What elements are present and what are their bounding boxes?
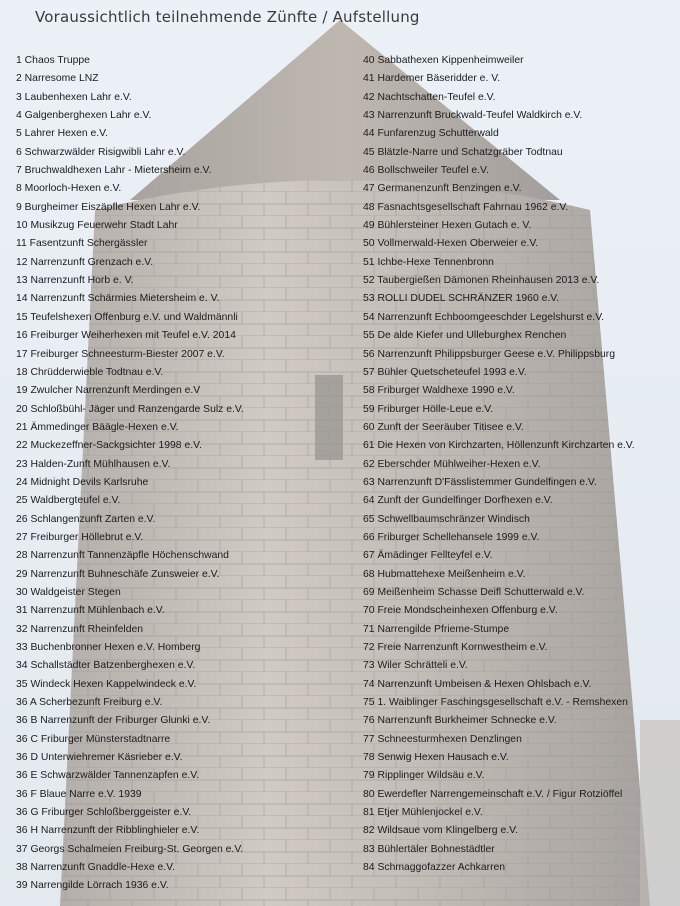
guild-list-item: 20 Schloßbühl- Jäger und Ranzengarde Sulz e.V. <box>16 403 244 415</box>
guild-list-item: 75 1. Waiblinger Faschingsgesellschaft e.V. - Remshexen <box>363 697 628 709</box>
guild-list-item: 83 Bühlertäler Bohnestädtler <box>363 843 495 855</box>
guild-list-item: 1 Chaos Truppe <box>16 55 90 66</box>
guild-list-item: 4 Galgenberghexen Lahr e.V. <box>16 110 152 122</box>
guild-list-item: 44 Funfarenzug Schutterwald <box>363 128 499 140</box>
guild-list-item: 11 Fasentzunft Schergässler <box>16 238 148 250</box>
guild-list-item: 17 Freiburger Schneesturm-Biester 2007 e.V. <box>16 348 225 360</box>
guild-list-item: 26 Schlangenzunft Zarten e.V. <box>16 513 156 525</box>
guild-list-item: 23 Halden-Zunft Mühlhausen e.V. <box>16 458 171 470</box>
guild-list-item: 78 Senwig Hexen Hausach e.V. <box>363 752 509 764</box>
guild-list-item: 43 Narrenzunft Bruckwald-Teufel Waldkirch e.V. <box>363 110 583 122</box>
guild-list-item: 39 Narrengilde Lörrach 1936 e.V. <box>16 880 169 892</box>
guild-list-item: 45 Blätzle-Narre und Schatzgräber Todtnau <box>363 146 563 158</box>
guild-list-item: 74 Narrenzunft Umbeisen & Hexen Ohlsbach e.V. <box>363 678 592 690</box>
guild-list-item: 69 Meißenheim Schasse Deifl Schutterwald e.V. <box>363 586 585 598</box>
guild-list-item: 18 Chrüdderwieble Todtnau e.V. <box>16 366 164 378</box>
guild-list-item: 59 Friburger Hölle-Leue e.V. <box>363 403 494 415</box>
guild-list-item: 67 Ämädinger Fellteyfel e.V. <box>363 550 493 562</box>
guild-list-item: 34 Schallstädter Batzenberghexen e.V. <box>16 660 196 672</box>
guild-list-right <box>363 52 678 877</box>
guild-list-item: 63 Narrenzunft D'Fässlistemmer Gundelfingen e.V. <box>363 476 597 488</box>
guild-list-item: 58 Friburger Waldhexe 1990 e.V. <box>363 385 515 397</box>
guild-list-left <box>16 52 356 896</box>
guild-list-item: 71 Narrengilde Pfrieme-Stumpe <box>363 623 510 635</box>
guild-list-item: 82 Wildsaue vom Klingelberg e.V. <box>363 825 518 837</box>
guild-list-item: 65 Schwellbaumschränzer Windisch <box>363 513 530 525</box>
guild-list-item: 54 Narrenzunft Echboomgeeschder Legelshurst e.V. <box>363 311 605 323</box>
guild-list-item: 68 Hubmattehexe Meißenheim e.V. <box>363 568 526 580</box>
guild-list-item: 47 Germanenzunft Benzingen e.V. <box>363 183 522 195</box>
guild-list-item: 32 Narrenzunft Rheinfelden <box>16 623 144 635</box>
guild-list-item: 33 Buchenbronner Hexen e.V. Homberg <box>16 642 201 653</box>
guild-list-item: 15 Teufelshexen Offenburg e.V. und Waldmännli <box>16 311 238 323</box>
guild-list-item: 2 Narresome LNZ <box>16 73 99 85</box>
guild-list-item: 55 De alde Kiefer und Ulleburghex Renchen <box>363 330 567 342</box>
guild-list-item: 36 B Narrenzunft der Friburger Glunki e.V. <box>16 715 211 727</box>
guild-list-item: 80 Ewerdefler Narrengemeinschaft e.V. / Figur Rotziöffel <box>363 788 623 800</box>
guild-list-item: 13 Narrenzunft Horb e. V. <box>16 275 134 287</box>
guild-list-item: 19 Zwulcher Narrenzunft Merdingen e.V <box>16 385 201 397</box>
guild-list-item: 49 Bühlersteiner Hexen Gutach e. V. <box>363 220 532 232</box>
guild-list-item: 8 Moorloch-Hexen e.V. <box>16 183 122 195</box>
guild-list-item: 36 H Narrenzunft der Ribblinghieler e.V. <box>16 825 200 837</box>
guild-list-item: 56 Narrenzunft Philippsburger Geese e.V. Philippsburg <box>363 348 616 360</box>
guild-list-item: 84 Schmaggofazzer Achkarren <box>363 862 506 874</box>
guild-list-item: 25 Waldbergteufel e.V. <box>16 495 121 507</box>
guild-list-item: 76 Narrenzunft Burkheimer Schnecke e.V. <box>363 715 557 727</box>
guild-list-item: 64 Zunft der Gundelfinger Dorfhexen e.V. <box>363 495 553 507</box>
guild-list-item: 28 Narrenzunft Tannenzäpfle Höchenschwand <box>16 550 229 562</box>
guild-list-item: 21 Ämmedinger Bäägle-Hexen e.V. <box>16 421 179 433</box>
guild-list-item: 61 Die Hexen von Kirchzarten, Höllenzunft Kirchzarten e.V. <box>363 440 635 452</box>
guild-list-item: 6 Schwarzwälder Risigwibli Lahr e.V. <box>16 146 186 158</box>
guild-list-item: 14 Narrenzunft Schärmies Mietersheim e. V. <box>16 293 220 305</box>
guild-list-item: 30 Waldgeister Stegen <box>16 586 121 598</box>
guild-list-item: 16 Freiburger Weiherhexen mit Teufel e.V. 2014 <box>16 330 236 342</box>
guild-list-item: 57 Bühler Quetscheteufel 1993 e.V. <box>363 366 527 378</box>
guild-list-item: 3 Laubenhexen Lahr e.V. <box>16 91 132 103</box>
guild-list-item: 72 Freie Narrenzunft Kornwestheim e.V. <box>363 642 548 653</box>
guild-list-item: 53 ROLLI DUDEL SCHRÄNZER 1960 e.V. <box>363 293 560 305</box>
guild-list-item: 70 Freie Mondscheinhexen Offenburg e.V. <box>363 605 558 617</box>
guild-list-item: 77 Schneesturmhexen Denzlingen <box>363 733 522 745</box>
guild-list-item: 5 Lahrer Hexen e.V. <box>16 128 109 140</box>
page-title: Voraussichtlich teilnehmende Zünfte / Aufstellung <box>35 8 420 26</box>
guild-list-item: 50 Vollmerwald-Hexen Oberweier e.V. <box>363 238 539 250</box>
guild-list-item: 31 Narrenzunft Mühlenbach e.V. <box>16 605 165 617</box>
guild-list-item: 22 Muckezeffner-Sackgsichter 1998 e.V. <box>16 440 202 452</box>
guild-list-item: 10 Musikzug Feuerwehr Stadt Lahr <box>16 220 178 232</box>
guild-list-item: 35 Windeck Hexen Kappelwindeck e.V. <box>16 678 197 690</box>
guild-list-item: 24 Midnight Devils Karlsruhe <box>16 476 149 488</box>
guild-list-item: 41 Hardemer Bäseridder e. V. <box>363 73 501 85</box>
guild-list-item: 36 A Scherbezunft Freiburg e.V. <box>16 697 163 709</box>
guild-list-item: 37 Georgs Schalmeien Freiburg-St. Georgen e.V. <box>16 843 244 855</box>
guild-list-item: 66 Friburger Schellehansele 1999 e.V. <box>363 531 540 543</box>
guild-list-item: 60 Zunft der Seeräuber Titisee e.V. <box>363 421 524 433</box>
guild-list-item: 38 Narrenzunft Gnaddle-Hexe e.V. <box>16 862 176 874</box>
guild-list-item: 40 Sabbathexen Kippenheimweiler <box>363 55 524 66</box>
guild-list-item: 42 Nachtschatten-Teufel e.V. <box>363 91 496 103</box>
guild-list-item: 73 Wiler Schrätteli e.V. <box>363 660 468 672</box>
guild-list-item: 79 Ripplinger Wildsäu e.V. <box>363 770 485 782</box>
guild-list-item: 81 Etjer Mühlenjockel e.V. <box>363 807 483 819</box>
guild-list-item: 12 Narrenzunft Grenzach e.V. <box>16 256 154 268</box>
guild-list-item: 46 Bollschweiler Teufel e.V. <box>363 165 489 177</box>
guild-list-item: 36 C Friburger Münsterstadtnarre <box>16 733 171 745</box>
guild-list-item: 51 Ichbe-Hexe Tennenbronn <box>363 256 494 268</box>
guild-list-item: 52 Taubergießen Dämonen Rheinhausen 2013 e.V. <box>363 275 600 287</box>
guild-list-item: 36 E Schwarzwälder Tannenzapfen e.V. <box>16 770 200 782</box>
guild-list-item: 36 D Unterwiehremer Käsrieber e.V. <box>16 752 183 764</box>
guild-list-item: 36 F Blaue Narre e.V. 1939 <box>16 788 142 800</box>
guild-list-item: 27 Freiburger Höllebrut e.V. <box>16 531 144 543</box>
guild-list-item: 7 Bruchwaldhexen Lahr - Mietersheim e.V. <box>16 165 212 177</box>
guild-list-item: 29 Narrenzunft Buhneschäfe Zunsweier e.V. <box>16 568 220 580</box>
guild-list-item: 9 Burgheimer Eiszäpfle Hexen Lahr e.V. <box>16 201 201 213</box>
guild-list-item: 36 G Friburger Schloßberggeister e.V. <box>16 807 192 819</box>
guild-list-item: 62 Eberschder Mühlweiher-Hexen e.V. <box>363 458 541 470</box>
guild-list-item: 48 Fasnachtsgesellschaft Fahrnau 1962 e.V. <box>363 201 569 213</box>
